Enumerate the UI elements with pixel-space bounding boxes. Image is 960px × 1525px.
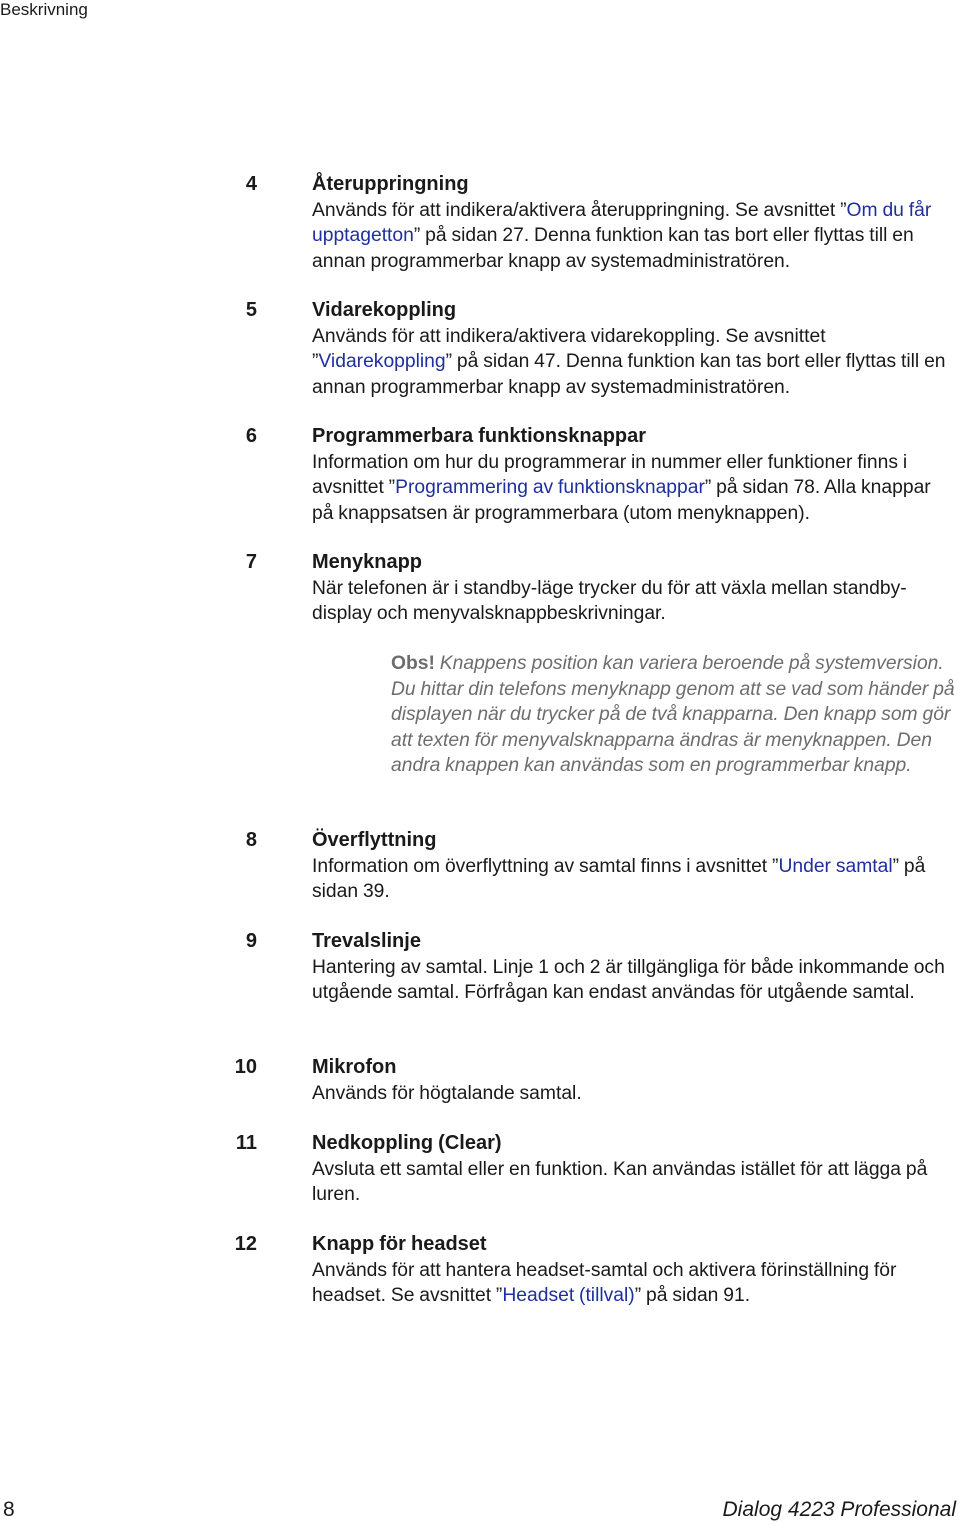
item-text: ” på sidan 27. Denna funktion kan tas bort eller flyttas till en annan programmerbar knapp av systemadministratören. [312, 225, 914, 272]
item-content [312, 550, 957, 627]
item-text: När telefonen är i standby-läge trycker du för att växla mellan standby-display och menyvalsknappbeskrivningar. [312, 577, 907, 624]
item-text: ” på sidan 47. Denna funktion kan tas bort eller flyttas till en annan programmerbar knapp av systemadministratören. [312, 351, 946, 398]
item-body [312, 450, 957, 527]
item-text: Används för att indikera/aktivera vidarekoppling. Se avsnittet ” [312, 325, 826, 372]
item-title: Mikrofon [312, 1056, 397, 1078]
item-text: Används för högtalande samtal. [312, 1082, 582, 1104]
cross-reference-link[interactable]: Under samtal [778, 855, 893, 877]
item-body [312, 198, 957, 275]
item-title: Programmerbara funktionsknappar [312, 425, 647, 447]
note-block [391, 651, 959, 779]
item-text: Används för att indikera/aktivera återuppringning. Se avsnittet ” [312, 199, 847, 221]
item-body [312, 1258, 957, 1309]
item-title: Nedkoppling (Clear) [312, 1132, 502, 1154]
item-title: Trevalslinje [312, 930, 421, 952]
cross-reference-link[interactable]: Vidarekoppling [318, 351, 446, 372]
page-number: 8 [3, 1498, 15, 1521]
item-number: 4 [245, 173, 257, 195]
item-body [312, 854, 957, 905]
item-text: Används för att hantera headset-samtal och aktivera förinställning för headset. Se avsnittet ” [312, 1259, 897, 1306]
item-content [312, 172, 957, 274]
item-text: Hantering av samtal. Linje 1 och 2 är tillgängliga för både inkommande och utgående samtal. Förfrågan kan endast användas för utgående samtal. [312, 956, 945, 1003]
note-label: Obs! [391, 653, 435, 674]
item-number: 11 [235, 1132, 257, 1154]
item-body [312, 324, 957, 401]
cross-reference-link[interactable]: Programmering av funktionsknappar [395, 477, 705, 498]
cross-reference-link[interactable]: Headset (tillval) [502, 1285, 635, 1306]
item-text: ” på sidan 39. [312, 855, 926, 902]
item-content [312, 424, 957, 526]
item-number: 5 [245, 299, 257, 321]
item-title: Knapp för headset [312, 1233, 487, 1255]
item-text: Information om hur du programmerar in nummer eller funktioner finns i avsnittet ” [312, 451, 908, 498]
item-content [312, 298, 957, 400]
item-title: Återuppringning [312, 173, 469, 195]
item-content [312, 1232, 957, 1309]
item-content [312, 1055, 957, 1106]
item-text: ” på sidan 78. Alla knappar på knappsatsen är programmerbara (utom menyknappen). [312, 477, 931, 524]
cross-reference-link[interactable]: Om du får upptagetton [312, 199, 932, 246]
item-text: ” på sidan 91. [634, 1285, 751, 1306]
item-title: Vidarekoppling [312, 299, 457, 321]
item-content [312, 1131, 957, 1208]
item-number: 12 [234, 1233, 257, 1255]
running-header: Beskrivning [0, 0, 88, 19]
item-number: 10 [234, 1056, 257, 1078]
item-number: 8 [245, 829, 257, 851]
item-content [312, 929, 957, 1006]
note-text: Knappens position kan variera beroende på systemversion. Du hittar din telefons menyknapp genom att se vad som händer på displayen när du trycker på de två knapparna. Den knapp som gör att texten för menyvalsknapparna ändras är menyknappen. Den andra knappen kan användas som en programmerbar knapp. [391, 653, 955, 776]
product-name: Dialog 4223 Professional [722, 1498, 956, 1521]
item-title: Menyknapp [312, 551, 423, 573]
item-content [312, 828, 957, 905]
item-text: Avsluta ett samtal eller en funktion. Kan användas istället för att lägga på luren. [312, 1158, 928, 1205]
item-number: 6 [245, 425, 257, 447]
item-number: 7 [245, 551, 257, 573]
item-title: Överflyttning [312, 829, 437, 851]
item-text: Information om överflyttning av samtal finns i avsnittet ” [312, 855, 779, 877]
item-number: 9 [245, 930, 257, 952]
